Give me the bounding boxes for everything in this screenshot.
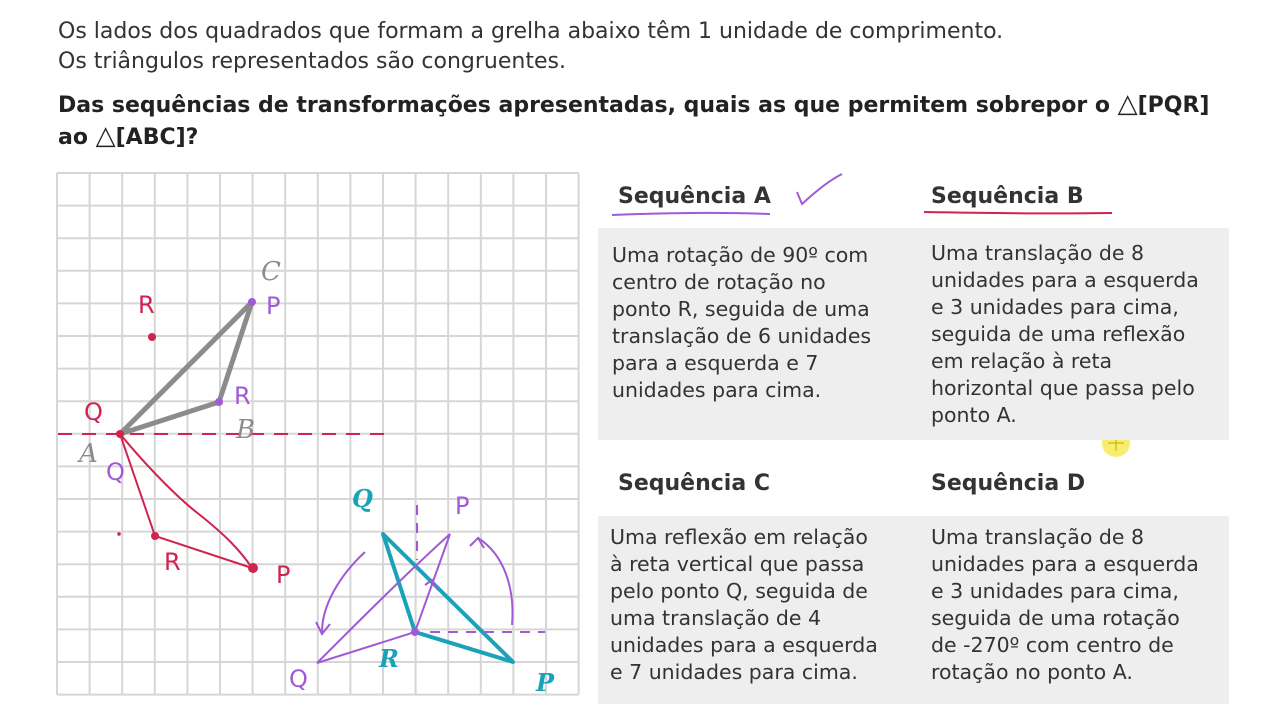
label-q-teal: Q	[352, 484, 373, 513]
red-point-p	[248, 563, 258, 573]
question-part-1: Das sequências de transformações apresentadas, quais as que permitem sobrepor o	[58, 93, 1118, 118]
label-p-purple-c: P	[266, 292, 281, 320]
check-mark-icon	[797, 174, 842, 204]
label-a: A	[79, 439, 98, 469]
intro-line-2: Os triângulos representados são congruentes.	[58, 49, 566, 74]
text-line: seguida de uma rotação	[931, 606, 1180, 630]
sequence-d-title: Sequência D	[931, 471, 1086, 496]
label-q-red: Q	[84, 398, 103, 426]
text-line: unidades para a esquerda	[610, 633, 878, 657]
text-line: de -270º com centro de	[931, 633, 1174, 657]
text-line: e 7 unidades para cima.	[610, 660, 858, 684]
question-part-3: [ABC]?	[115, 125, 199, 150]
question-part-2: [PQR] ao	[58, 93, 1210, 150]
label-q-purple-bottom: Q	[289, 665, 308, 693]
text-line: horizontal que passa pelo	[931, 376, 1195, 400]
purple-point-b	[215, 398, 223, 406]
text-line: Uma reflexão em relação	[610, 525, 868, 549]
triangle-symbol: △	[1117, 89, 1138, 119]
text-line: translação de 6 unidades	[612, 324, 872, 348]
triangle-symbol: △	[95, 121, 116, 151]
red-point-r-lower	[151, 532, 159, 540]
text-line: rotação no ponto A.	[931, 660, 1133, 684]
text-line: e 3 unidades para cima,	[931, 579, 1179, 603]
text-line: unidades para a esquerda	[931, 268, 1199, 292]
sequence-panel-bottom	[598, 516, 1229, 704]
text-line: Uma rotação de 90º com	[612, 243, 869, 267]
sequence-a-title: Sequência A	[618, 184, 771, 209]
text-line: e 3 unidades para cima,	[931, 295, 1179, 319]
text-line: unidades para a esquerda	[931, 552, 1199, 576]
text-line: unidades para cima.	[612, 378, 822, 402]
red-triangle-sketch	[120, 434, 252, 568]
label-r-teal: R	[379, 644, 399, 673]
purple-rotation-arc-right	[478, 538, 513, 625]
text-line: ponto A.	[931, 403, 1017, 427]
underline-sequence-a	[612, 213, 770, 215]
label-r-purple-b: R	[234, 382, 251, 410]
text-line: para a esquerda e 7	[612, 351, 819, 375]
red-point-r	[148, 333, 156, 341]
text-line: em relação à reta	[931, 349, 1113, 373]
text-line: pelo ponto Q, seguida de	[610, 579, 868, 603]
sequence-panel-top	[598, 228, 1229, 440]
label-q-purple-a: Q	[106, 458, 125, 486]
red-dot	[117, 532, 121, 536]
sequence-b-text	[931, 240, 1199, 429]
label-p-red: P	[276, 561, 291, 589]
sequence-a-text	[612, 242, 871, 404]
text-line: seguida de uma reflexão	[931, 322, 1186, 346]
intro-line-1: Os lados dos quadrados que formam a grelha abaixo têm 1 unidade de comprimento.	[58, 19, 1004, 44]
label-p-purple-top: P	[455, 492, 470, 520]
text-line: uma translação de 4	[610, 606, 822, 630]
label-p-teal: P	[536, 668, 555, 697]
purple-point-c	[248, 298, 256, 306]
red-point-a	[116, 430, 124, 438]
sequence-c-text	[610, 524, 878, 686]
label-r-red-top: R	[138, 291, 155, 319]
sequence-b-title: Sequência B	[931, 184, 1084, 209]
text-line: Uma translação de 8	[931, 525, 1145, 549]
text-line: centro de rotação no	[612, 270, 826, 294]
underline-sequence-b	[924, 212, 1112, 213]
text-line: ponto R, seguida de uma	[612, 297, 870, 321]
sequence-c-title: Sequência C	[618, 471, 770, 496]
sequence-d-text	[931, 524, 1199, 686]
text-line: Uma translação de 8	[931, 241, 1145, 265]
label-b: B	[236, 415, 256, 445]
label-r-red-bottom: R	[164, 548, 181, 576]
label-c: C	[261, 257, 281, 287]
text-line: à reta vertical que passa	[610, 552, 865, 576]
